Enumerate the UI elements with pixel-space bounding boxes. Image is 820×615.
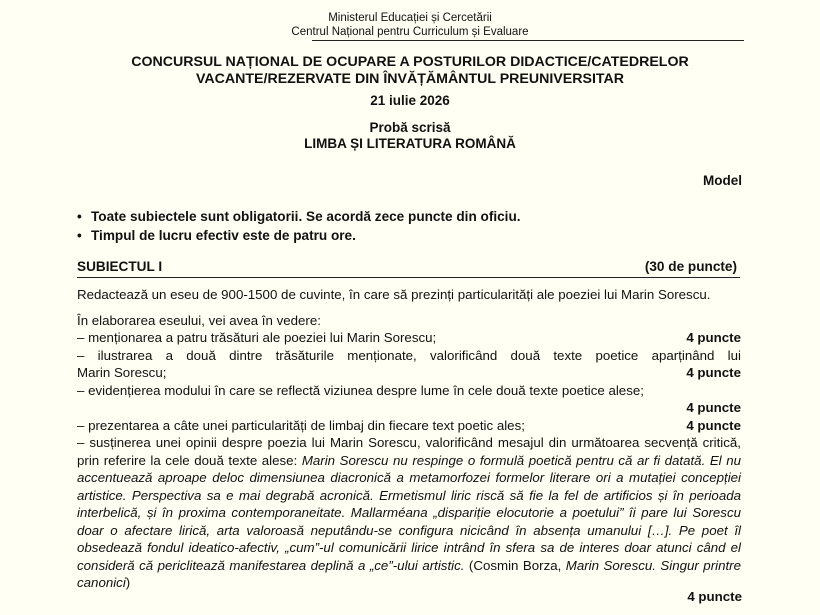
exam-date: 21 iulie 2026 [370, 93, 450, 108]
subject-body [77, 286, 741, 592]
criterion-intro-text: – susținerea unei opinii despre poezia lui Marin Sorescu, valorificând mesajul din următoarea secvență critică, prin referire la cele două texte alese: [77, 435, 741, 468]
exam-title-line-2: VACANTE/REZERVATE DIN ÎNVĂȚĂMÂNTUL PREUNIVERSITAR [195, 71, 624, 87]
rule-item [77, 207, 757, 226]
subject-points: (30 de puncte) [644, 259, 737, 274]
rule-text: Toate subiectele sunt obligatorii. Se acordă zece puncte din oficiu. [91, 209, 521, 224]
bullet-icon: • [77, 209, 82, 224]
criterion-points: 4 puncte [686, 330, 741, 345]
criterion-5 [77, 434, 741, 592]
criterion-text [77, 434, 741, 592]
criterion-1 [77, 329, 741, 347]
exam-title [0, 54, 820, 88]
subject-title: SUBIECTUL I [77, 259, 163, 274]
exam-info [0, 120, 820, 152]
criterion-3 [77, 382, 741, 417]
exam-subject: LIMBA ȘI LITERATURA ROMÂNĂ [304, 136, 516, 151]
model-label: Model [703, 173, 742, 188]
criterion-points: 4 puncte [686, 417, 741, 433]
criterion-text-cont: Marin Sorescu; [77, 365, 167, 380]
rule-item [77, 226, 757, 245]
header-divider [312, 40, 744, 41]
criteria-intro: În elaborarea eseului, vei avea în vedere: [77, 312, 321, 328]
critical-quote: Marin Sorescu nu respinge o formulă poetică pentru că ar fi datată. El nu accentuează aproape deloc dimensiunea diacronică a metamorfozei formelor literare ori a mutației concepției artistice. Perspectiva sa e mai degrabă acronică. Ermetismul liric riscă să fie la fel de artificios și în perioada interbelică, și în proxima contemporaneitate. Mallarméana „dispariție elocutorie a poetului” îi pare lui Sorescu doar o afectare lirică, arta valoroasă neputându-se configura nicicând în absența umanului […]. Pe poet îl obsedează fondul ideatico-afectiv, „cum”-ul comunicării lirice intrând în sfera sa de interes doar atunci când el consideră că periclitează manifestarea deplină a „ce”-ului artistic. [77, 452, 741, 573]
exam-title-line-1: CONCURSUL NAȚIONAL DE OCUPARE A POSTURILOR DIDACTICE/CATEDRELOR [131, 54, 689, 70]
subject-heading [77, 259, 740, 278]
center-name: Centrul Național pentru Curriculum și Evaluare [291, 26, 529, 38]
criterion-points: 4 puncte [686, 400, 741, 415]
bullet-icon: • [77, 228, 82, 243]
quote-source-open: (Cosmin Borza, [468, 557, 562, 573]
criterion-5-points: 4 puncte [687, 589, 742, 604]
criterion-4 [77, 417, 741, 435]
criterion-text: – evidențierea modului în care se reflectă viziunea despre lume în cele două texte poetice alese; [77, 382, 644, 398]
criterion-text: – prezentarea a câte unei particularități de limbaj din fiecare text poetic ales; [77, 417, 525, 433]
criterion-points: 4 puncte [686, 365, 741, 380]
task-statement: Redactează un eseu de 900-1500 de cuvinte, în care să prezinți particularități ale poeziei lui Marin Sorescu. [77, 287, 711, 302]
institution-header [0, 11, 820, 39]
rule-text: Timpul de lucru efectiv este de patru ore. [91, 228, 356, 243]
criterion-text: – menționarea a patru trăsături ale poeziei lui Marin Sorescu; [77, 330, 437, 345]
quote-source-book: Marin Sorescu. Singur printre canonici [77, 557, 742, 590]
criterion-2 [77, 347, 741, 382]
ministry-name: Ministerul Educației și Cercetării [328, 12, 492, 24]
exam-type: Probă scrisă [369, 120, 451, 135]
criterion-text: – ilustrarea a două dintre trăsăturile menționate, valorificând două texte poetice aparținând lui [77, 347, 741, 363]
quote-source-close: ) [125, 575, 131, 590]
general-rules [77, 207, 757, 245]
